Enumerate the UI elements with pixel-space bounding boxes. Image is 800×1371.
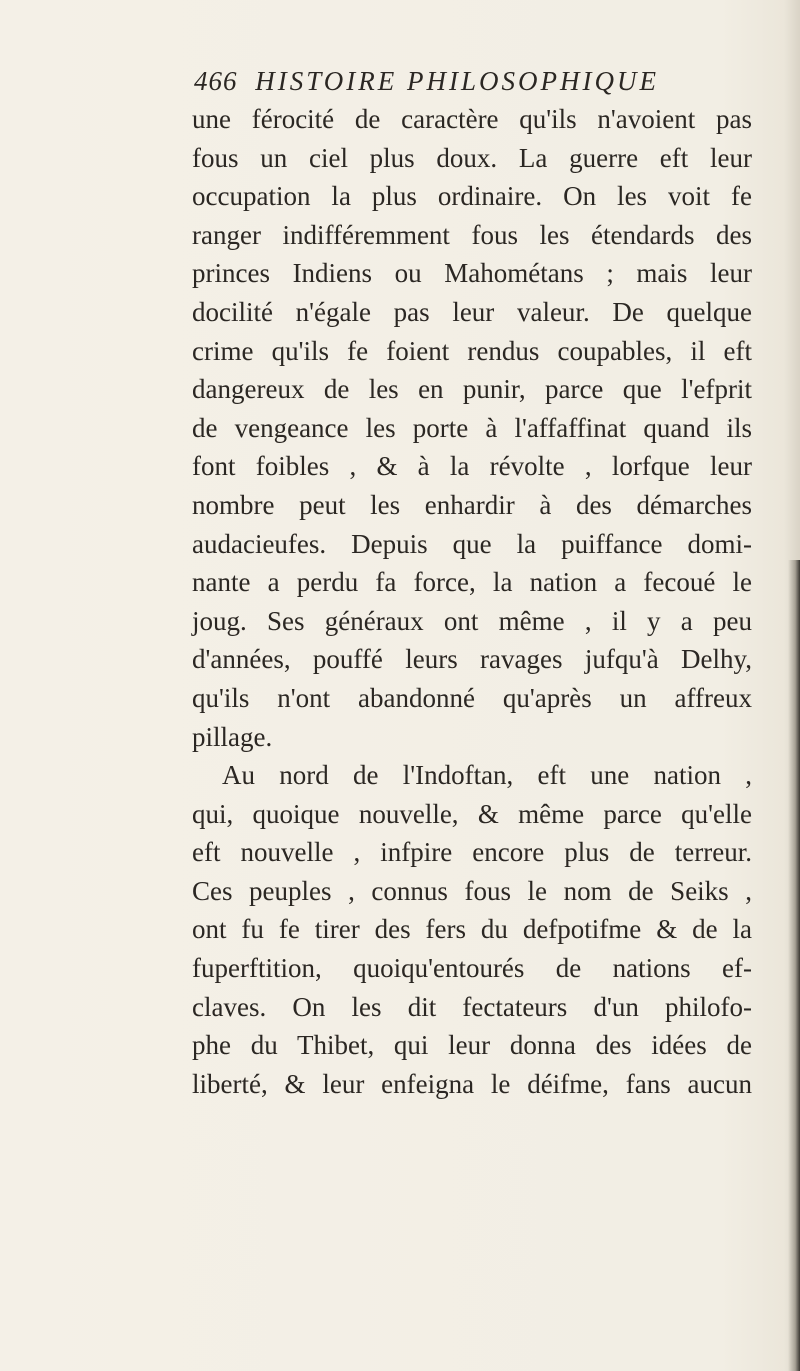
text-line: une férocité de caractère qu'ils n'avoient pas	[192, 104, 752, 134]
text-line-paragraph-end: pillage.	[192, 721, 273, 752]
text-line: ont fu fe tirer des fers du defpotifme & de la	[192, 914, 752, 945]
text-line: Ces peuples , connus fous le nom de Seiks ,	[192, 875, 752, 906]
text-line: crime qu'ils fe foient rendus coupables, il eft	[192, 335, 752, 366]
body-text	[192, 100, 752, 1103]
text-line: eft nouvelle , infpire encore plus de terreur.	[192, 837, 752, 868]
text-line: docilité n'égale pas leur valeur. De quelque	[192, 296, 752, 327]
page-edge-shadow	[788, 560, 800, 1371]
text-line: claves. On les dit fectateurs d'un philofo-	[192, 991, 752, 1022]
text-line: joug. Ses généraux ont même , il y a peu	[192, 605, 752, 636]
text-line: d'années, pouffé leurs ravages jufqu'à Delhy,	[192, 644, 752, 675]
text-line: audacieufes. Depuis que la puiffance domi-	[192, 528, 752, 559]
text-line: nombre peut les enhardir à des démarches	[192, 489, 752, 520]
text-line: occupation la plus ordinaire. On les voit fe	[192, 181, 752, 212]
page-header	[194, 66, 659, 97]
page-number: 466	[194, 66, 238, 96]
text-line: fous un ciel plus doux. La guerre eft leur	[192, 142, 752, 173]
text-line: nante a perdu fa force, la nation a fecoué le	[192, 567, 752, 598]
text-line: de vengeance les porte à l'affaffinat quand ils	[192, 412, 752, 443]
text-line: liberté, & leur enfeigna le déifme, fans aucun	[192, 1068, 752, 1099]
text-line: font foibles , & à la révolte , lorfque leur	[192, 451, 752, 482]
text-line: dangereux de les en punir, parce que l'efprit	[192, 374, 752, 405]
text-line: fuperftition, quoiqu'entourés de nations ef-	[192, 953, 752, 984]
text-line: qui, quoique nouvelle, & même parce qu'elle	[192, 798, 752, 829]
running-title: HISTOIRE PHILOSOPHIQUE	[255, 66, 659, 96]
text-line: ranger indifféremment fous les étendards des	[192, 219, 752, 250]
text-line: qu'ils n'ont abandonné qu'après un affreux	[192, 682, 752, 713]
text-line: phe du Thibet, qui leur donna des idées de	[192, 1030, 752, 1061]
text-line: princes Indiens ou Mahométans ; mais leur	[192, 258, 752, 289]
text-line-paragraph-start: Au nord de l'Indoftan, eft une nation ,	[222, 760, 752, 791]
